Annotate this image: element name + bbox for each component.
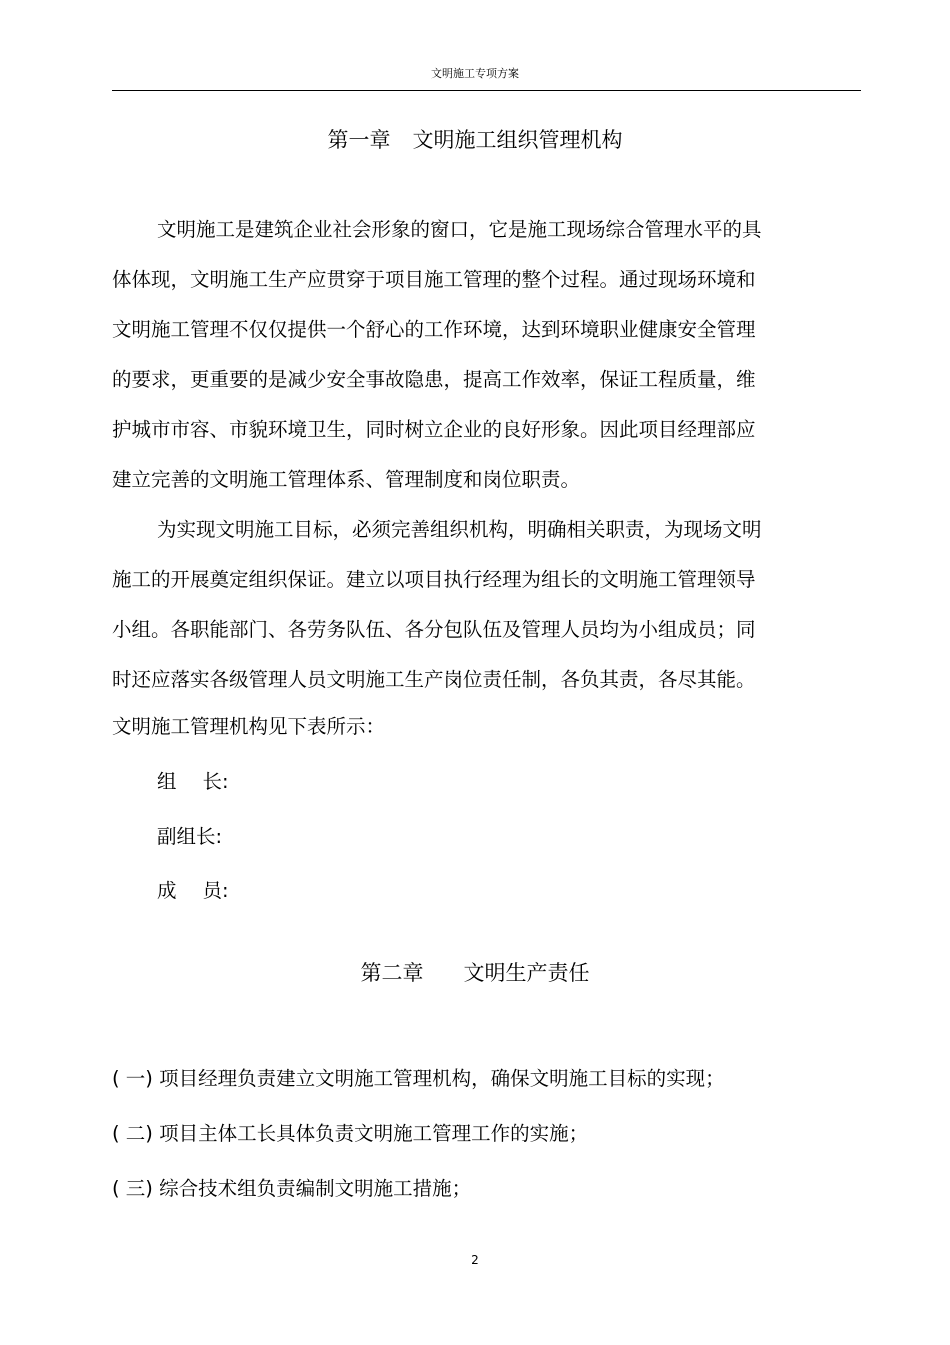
- responsibility-item: ( 三) 综合技术组负责编制文明施工措施；: [112, 1177, 472, 1200]
- paragraph-line: 的要求，更重要的是减少安全事故隐患，提高工作效率，保证工程质量，维: [112, 368, 756, 391]
- responsibility-item: ( 二) 项目主体工长具体负责文明施工管理工作的实施；: [112, 1122, 589, 1145]
- header-divider: [112, 90, 861, 91]
- chapter-1-title: 文明施工组织管理机构: [412, 128, 623, 152]
- paragraph-line: 时还应落实各级管理人员文明施工生产岗位责任制，各负其责，各尽其能。: [112, 668, 756, 691]
- responsibility-item: ( 一) 项目经理负责建立文明施工管理机构，确保文明施工目标的实现；: [112, 1067, 725, 1090]
- role-member: [157, 878, 229, 904]
- page-number: 2: [471, 1253, 479, 1267]
- role-member-char2: 员:: [202, 879, 229, 902]
- chapter-1-label: 第一章: [327, 128, 391, 152]
- paragraph-line: 建立完善的文明施工管理体系、管理制度和岗位职责。: [112, 468, 581, 491]
- paragraph-line: 护城市市容、市貌环境卫生，同时树立企业的良好形象。因此项目经理部应: [112, 418, 756, 441]
- chapter-1-heading: [0, 126, 950, 154]
- chapter-2-heading: [0, 959, 950, 987]
- paragraph-line: 为实现文明施工目标，必须完善组织机构，明确相关职责，为现场文明: [157, 518, 762, 541]
- paragraph-line: 小组。各职能部门、各劳务队伍、各分包队伍及管理人员均为小组成员；同: [112, 618, 756, 641]
- chapter-2-label: 第二章: [360, 961, 424, 985]
- paragraph-line: 文明施工是建筑企业社会形象的窗口，它是施工现场综合管理水平的具: [157, 218, 762, 241]
- chapter-2-title: 文明生产责任: [463, 961, 590, 985]
- role-leader: [157, 769, 229, 795]
- role-leader-char2: 长:: [202, 770, 229, 793]
- paragraph-line: 体体现，文明施工生产应贯穿于项目施工管理的整个过程。通过现场环境和: [112, 268, 756, 291]
- role-member-char1: 成: [157, 879, 177, 902]
- paragraph-line: 文明施工管理机构见下表所示：: [112, 715, 386, 738]
- paragraph-line: 文明施工管理不仅仅提供一个舒心的工作环境，达到环境职业健康安全管理: [112, 318, 756, 341]
- role-leader-char1: 组: [157, 770, 177, 793]
- page-header: 文明施工专项方案: [431, 67, 519, 80]
- paragraph-line: 施工的开展奠定组织保证。建立以项目执行经理为组长的文明施工管理领导: [112, 568, 756, 591]
- role-deputy: 副组长:: [157, 825, 223, 848]
